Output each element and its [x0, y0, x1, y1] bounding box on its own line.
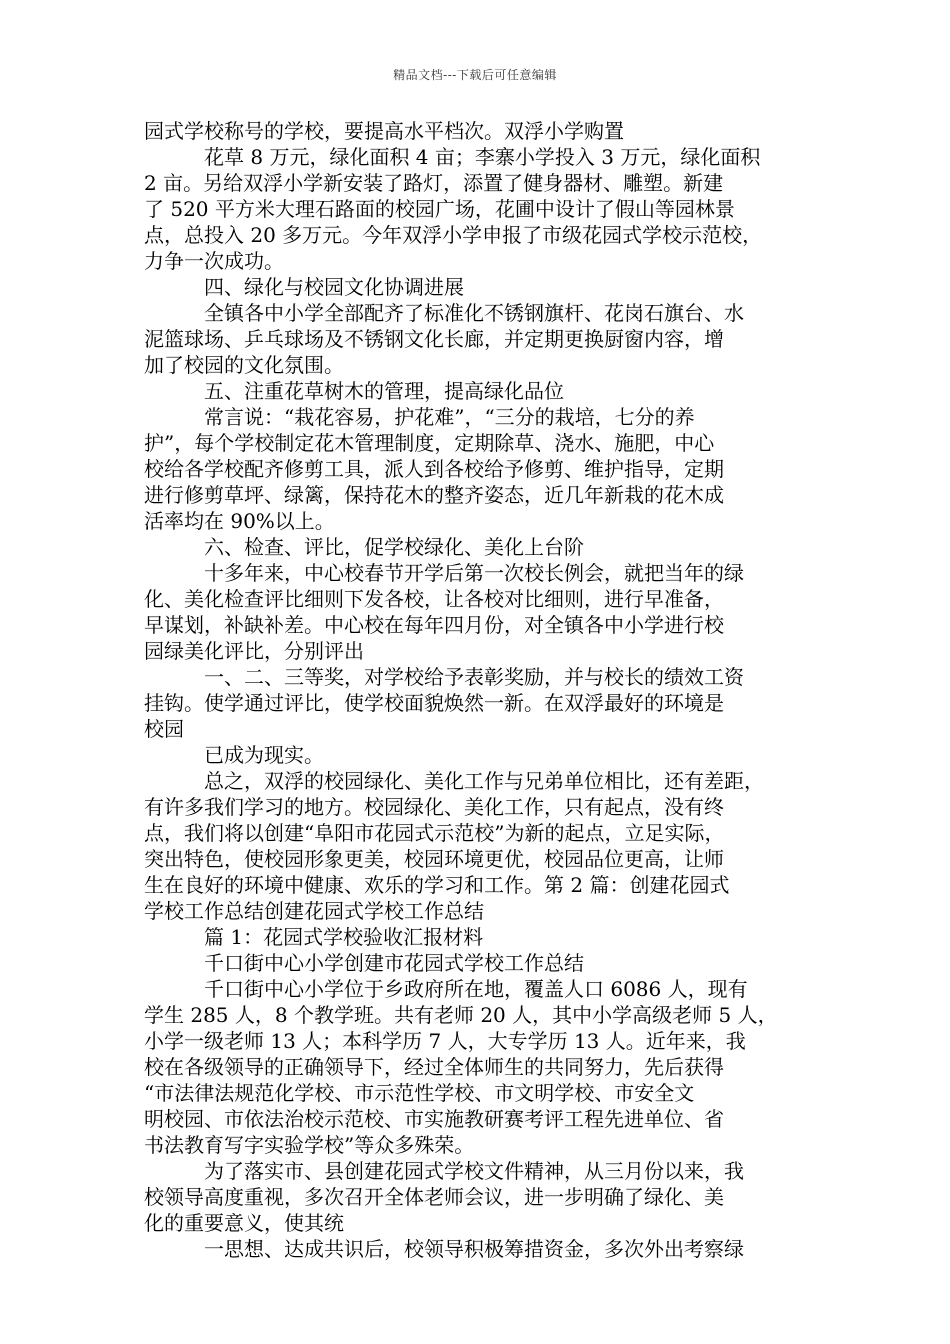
text-line: 点，总投入 20 多万元。今年双浮小学申报了市级花园式学校示范校，: [144, 223, 763, 247]
text-line: 了 520 平方米大理石路面的校园广场，花圃中设计了假山等园林景: [144, 197, 735, 221]
text-line: “市法律法规范化学校、市示范性学校、市文明学校、市安全文: [144, 1081, 695, 1105]
text-line: 突出特色，使校园形象更美，校园环境更优，校园品位更高，让师: [144, 847, 724, 871]
text-line: 2 亩。另给双浮小学新安装了路灯，添置了健身器材、雕塑。新建: [144, 171, 724, 195]
text-line: 一思想、达成共识后，校领导积极筹措资金，多次外出考察绿: [204, 1237, 744, 1261]
text-line: 全镇各中小学全部配齐了标准化不锈钢旗杆、花岗石旗台、水: [204, 301, 744, 325]
text-line: 活率均在 90%以上。: [144, 509, 335, 533]
text-line: 十多年来，中心校春节开学后第一次校长例会，就把当年的绿: [204, 561, 744, 585]
text-line: 早谋划，补缺补差。中心校在每年四月份，对全镇各中小学进行校: [144, 613, 724, 637]
text-line: 总之，双浮的校园绿化、美化工作与兄弟单位相比，还有差距，: [204, 769, 764, 793]
text-line: 千口街中心小学创建市花园式学校工作总结: [204, 951, 584, 975]
text-line: 为了落实市、县创建花园式学校文件精神，从三月份以来，我: [204, 1159, 744, 1183]
text-line: 校给各学校配齐修剪工具，派人到各校给予修剪、维护指导，定期: [144, 457, 724, 481]
text-line: 化的重要意义，使其统: [144, 1211, 344, 1235]
text-line: 六、检查、评比，促学校绿化、美化上台阶: [204, 535, 584, 559]
text-line: 泥篮球场、乒乓球场及不锈钢文化长廊，并定期更换厨窗内容，增: [144, 327, 724, 351]
text-line: 学生 285 人，8 个教学班。共有老师 20 人，其中小学高级老师 5 人，: [144, 1003, 778, 1027]
text-line: 已成为现实。: [204, 743, 324, 767]
text-line: 书法教育写字实验学校”等众多殊荣。: [144, 1133, 475, 1157]
text-line: 校领导高度重视，多次召开全体老师会议，进一步明确了绿化、美: [144, 1185, 724, 1209]
text-line: 校在各级领导的正确领导下，经过全体师生的共同努力，先后获得: [144, 1055, 724, 1079]
text-line: 生在良好的环境中健康、欢乐的学习和工作。第 2 篇：创建花园式: [144, 873, 730, 897]
text-line: 加了校园的文化氛围。: [144, 353, 344, 377]
text-line: 挂钩。使学通过评比，使学校面貌焕然一新。在双浮最好的环境是: [144, 691, 724, 715]
text-line: 学校工作总结创建花园式学校工作总结: [144, 899, 484, 923]
text-line: 点，我们将以创建“阜阳市花园式示范校”为新的起点，立足实际，: [144, 821, 725, 845]
text-line: 有许多我们学习的地方。校园绿化、美化工作，只有起点，没有终: [144, 795, 724, 819]
text-line: 化、美化检查评比细则下发各校，让各校对比细则，进行早准备，: [144, 587, 724, 611]
text-line: 四、绿化与校园文化协调进展: [204, 275, 464, 299]
document-body: [144, 118, 810, 1262]
text-line: 千口街中心小学位于乡政府所在地，覆盖人口 6086 人，现有: [204, 977, 748, 1001]
text-line: 一、二、三等奖，对学校给予表彰奖励，并与校长的绩效工资: [204, 665, 744, 689]
text-line: 花草 8 万元，绿化面积 4 亩；李寨小学投入 3 万元，绿化面积: [204, 145, 761, 169]
text-line: 园绿美化评比，分别评出: [144, 639, 364, 663]
text-line: 篇 1：花园式学校验收汇报材料: [204, 925, 484, 949]
text-line: 校园: [144, 717, 184, 741]
text-line: 进行修剪草坪、绿篱，保持花木的整齐姿态，近几年新栽的花木成: [144, 483, 724, 507]
text-line: 明校园、市依法治校示范校、市实施教研赛考评工程先进单位、省: [144, 1107, 724, 1131]
text-line: 常言说：“栽花容易，护花难”，“三分的栽培，七分的养: [204, 405, 695, 429]
text-line: 小学一级老师 13 人；本科学历 7 人，大专学历 13 人。近年来，我: [144, 1029, 746, 1053]
page-header: 精品文档---下载后可任意编辑: [393, 68, 557, 82]
text-line: 护”，每个学校制定花木管理制度，定期除草、浇水、施肥，中心: [144, 431, 715, 455]
text-line: 力争一次成功。: [144, 249, 284, 273]
text-line: 五、注重花草树木的管理，提高绿化品位: [204, 379, 564, 403]
text-line: 园式学校称号的学校，要提高水平档次。双浮小学购置: [144, 119, 624, 143]
